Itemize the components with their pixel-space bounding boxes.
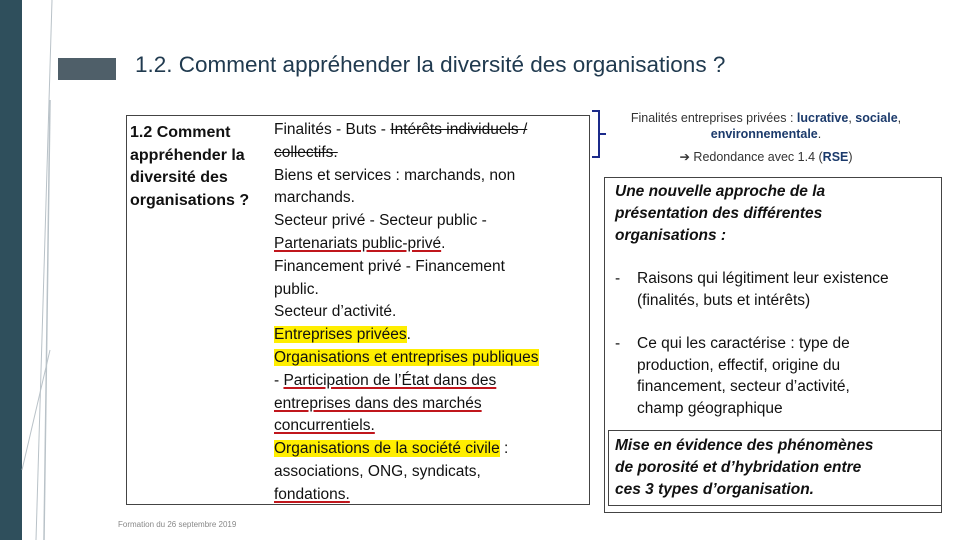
highlighted-text: Entreprises privées: [274, 326, 407, 344]
conclusion-text: Mise en évidence des phénomènes de porosité et d’hybridation entre ces 3 types d’organisation.: [615, 437, 874, 498]
financement-line-2: public.: [274, 280, 319, 298]
secteur-line: Secteur privé - Secteur public -: [274, 212, 487, 230]
footer-text: Formation du 26 septembre 2019: [118, 520, 237, 529]
biens-line: Biens et services : marchands, non: [274, 166, 516, 184]
participation-line-3: concurrentiels.: [274, 417, 375, 435]
partenariats-line: Partenariats public-privé.: [274, 234, 446, 252]
criteria-text: [274, 119, 590, 507]
underlined-text: fondations: [274, 485, 346, 503]
underlined-text: entreprises dans des marchés: [274, 394, 482, 412]
section-title-line: 1.2 Comment: [130, 124, 231, 141]
societe-civile-line: Organisations de la société civile :: [274, 440, 509, 458]
highlighted-text: Organisations de la société civile: [274, 440, 500, 458]
section-title-line: organisations ?: [130, 191, 250, 209]
underlined-text: Participation de l’État dans des: [283, 371, 497, 389]
section-title: [130, 122, 249, 212]
section-title-line: diversité des: [130, 169, 228, 186]
redondance-note: ➔ Redondance avec 1.4 (RSE): [679, 150, 853, 164]
entreprises-privees-line: Entreprises privées.: [274, 326, 411, 344]
fondations-line: fondations.: [274, 485, 350, 503]
decorative-lines: [0, 0, 130, 540]
finalites-line-2: [274, 142, 590, 165]
partenariats-text: Partenariats public-privé: [274, 234, 442, 252]
finalites-line: Finalités - Buts - Intérêts individuels /: [274, 121, 528, 138]
financement-line: Financement privé - Financement: [274, 257, 505, 275]
orgs-publiques-line: [274, 347, 590, 370]
title-accent-bar: [58, 58, 116, 80]
participation-line-2: [274, 393, 590, 416]
struck-text: Intérêts individuels /: [390, 121, 528, 138]
biens-line-2: marchands.: [274, 189, 355, 207]
participation-line: - Participation de l’État dans des: [274, 371, 497, 389]
associations-line: associations, ONG, syndicats,: [274, 462, 481, 480]
highlighted-text: Organisations et entreprises publiques: [274, 348, 539, 366]
secteur-activite-line: Secteur d’activité.: [274, 303, 397, 321]
section-title-line: appréhender la: [130, 146, 245, 164]
underlined-text: concurrentiels: [274, 417, 371, 435]
struck-text: collectifs.: [274, 143, 338, 161]
finalites-note: Finalités entreprises privées : lucrative, sociale, environnementale.: [630, 111, 902, 141]
slide-title: 1.2. Comment appréhender la diversité des organisations ?: [135, 52, 726, 77]
approach-heading: Une nouvelle approche de la présentation des différentes organisations :: [615, 183, 826, 244]
arrow-icon: ➔: [679, 150, 690, 164]
